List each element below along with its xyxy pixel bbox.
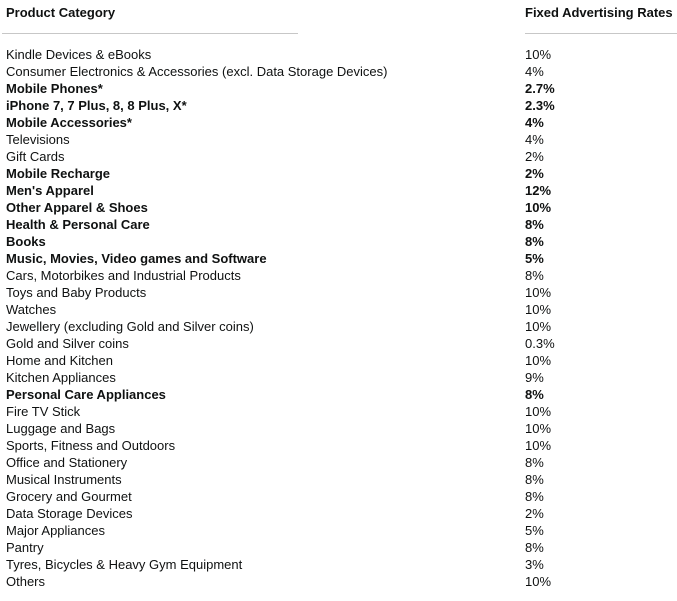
category-cell: Data Storage Devices <box>6 506 133 521</box>
category-cell: Mobile Recharge <box>6 166 111 181</box>
column-header-label: Product Category <box>6 5 116 20</box>
rate-cell: 10% <box>525 285 552 300</box>
table-row <box>0 505 677 522</box>
rate-cell: 4% <box>525 115 544 130</box>
category-cell: Music, Movies, Video games and Software <box>6 251 267 266</box>
category-cell: Home and Kitchen <box>6 353 113 368</box>
header-divider-right <box>525 33 677 34</box>
category-cell: Watches <box>6 302 57 317</box>
category-cell: Mobile Phones* <box>6 81 103 96</box>
category-cell: Sports, Fitness and Outdoors <box>6 438 176 453</box>
rate-cell: 10% <box>525 353 552 368</box>
rate-cell: 5% <box>525 251 544 266</box>
rate-cell: 8% <box>525 234 544 249</box>
category-cell: Mobile Accessories* <box>6 115 132 130</box>
rate-cell: 8% <box>525 455 544 470</box>
table-row <box>0 114 677 131</box>
table-row <box>0 573 677 590</box>
table-row <box>0 97 677 114</box>
table-row <box>0 403 677 420</box>
rate-cell: 10% <box>525 319 552 334</box>
category-cell: iPhone 7, 7 Plus, 8, 8 Plus, X* <box>6 98 187 113</box>
rate-cell: 10% <box>525 438 552 453</box>
rate-cell: 10% <box>525 200 552 215</box>
table-body <box>0 34 677 590</box>
rate-cell: 10% <box>525 574 552 589</box>
category-cell: Gift Cards <box>6 149 65 164</box>
table-header-row <box>0 0 677 34</box>
category-cell: Pantry <box>6 540 44 555</box>
rate-cell: 2% <box>525 506 544 521</box>
rate-cell: 10% <box>525 302 552 317</box>
table-row <box>0 386 677 403</box>
table-row <box>0 165 677 182</box>
category-cell: Men's Apparel <box>6 183 94 198</box>
category-cell: Cars, Motorbikes and Industrial Products <box>6 268 241 283</box>
table-row <box>0 352 677 369</box>
rate-cell: 0.3% <box>525 336 555 351</box>
category-cell: Musical Instruments <box>6 472 122 487</box>
rate-cell: 8% <box>525 217 544 232</box>
category-cell: Books <box>6 234 46 249</box>
table-row <box>0 250 677 267</box>
rate-cell: 4% <box>525 132 544 147</box>
rate-cell: 9% <box>525 370 544 385</box>
category-cell: Kitchen Appliances <box>6 370 116 385</box>
table-row <box>0 454 677 471</box>
category-cell: Fire TV Stick <box>6 404 81 419</box>
table-row <box>0 182 677 199</box>
category-cell: Jewellery (excluding Gold and Silver coins) <box>6 319 254 334</box>
column-header-product-category <box>0 0 525 34</box>
category-cell: Toys and Baby Products <box>6 285 147 300</box>
table-row <box>0 420 677 437</box>
category-cell: Kindle Devices & eBooks <box>6 47 152 62</box>
category-cell: Gold and Silver coins <box>6 336 129 351</box>
table-row <box>0 148 677 165</box>
rate-cell: 10% <box>525 404 552 419</box>
table-row <box>0 522 677 539</box>
rate-cell: 8% <box>525 268 544 283</box>
category-cell: Televisions <box>6 132 70 147</box>
table-row <box>0 80 677 97</box>
category-cell: Major Appliances <box>6 523 105 538</box>
rate-cell: 8% <box>525 387 544 402</box>
category-cell: Health & Personal Care <box>6 217 150 232</box>
category-cell: Grocery and Gourmet <box>6 489 132 504</box>
table-row <box>0 233 677 250</box>
rate-cell: 2.7% <box>525 81 555 96</box>
table-row <box>0 335 677 352</box>
rate-cell: 4% <box>525 64 544 79</box>
rate-cell: 3% <box>525 557 544 572</box>
rate-cell: 10% <box>525 47 552 62</box>
rate-cell: 10% <box>525 421 552 436</box>
table-row <box>0 199 677 216</box>
table-row <box>0 318 677 335</box>
table-row <box>0 556 677 573</box>
category-cell: Luggage and Bags <box>6 421 116 436</box>
category-cell: Others <box>6 574 46 589</box>
table-row <box>0 284 677 301</box>
rate-cell: 5% <box>525 523 544 538</box>
table-row <box>0 539 677 556</box>
table-row <box>0 63 677 80</box>
category-cell: Office and Stationery <box>6 455 128 470</box>
rate-cell: 12% <box>525 183 552 198</box>
rate-cell: 8% <box>525 489 544 504</box>
table-row <box>0 488 677 505</box>
table-row <box>0 216 677 233</box>
table-row <box>0 267 677 284</box>
table-row <box>0 437 677 454</box>
category-cell: Other Apparel & Shoes <box>6 200 148 215</box>
category-cell: Consumer Electronics & Accessories (excl. Data Storage Devices) <box>6 64 388 79</box>
rate-cell: 2% <box>525 166 544 181</box>
table-row <box>0 471 677 488</box>
column-header-fixed-advertising-rates <box>525 0 677 34</box>
category-cell: Personal Care Appliances <box>6 387 166 402</box>
table-row <box>0 131 677 148</box>
category-cell: Tyres, Bicycles & Heavy Gym Equipment <box>6 557 243 572</box>
table-row <box>0 46 677 63</box>
header-divider-left <box>2 33 298 34</box>
table-row <box>0 369 677 386</box>
rate-cell: 8% <box>525 472 544 487</box>
rate-cell: 2% <box>525 149 544 164</box>
rate-cell: 2.3% <box>525 98 555 113</box>
table-row <box>0 301 677 318</box>
rate-cell: 8% <box>525 540 544 555</box>
column-header-label: Fixed Advertising Rates <box>525 5 673 20</box>
